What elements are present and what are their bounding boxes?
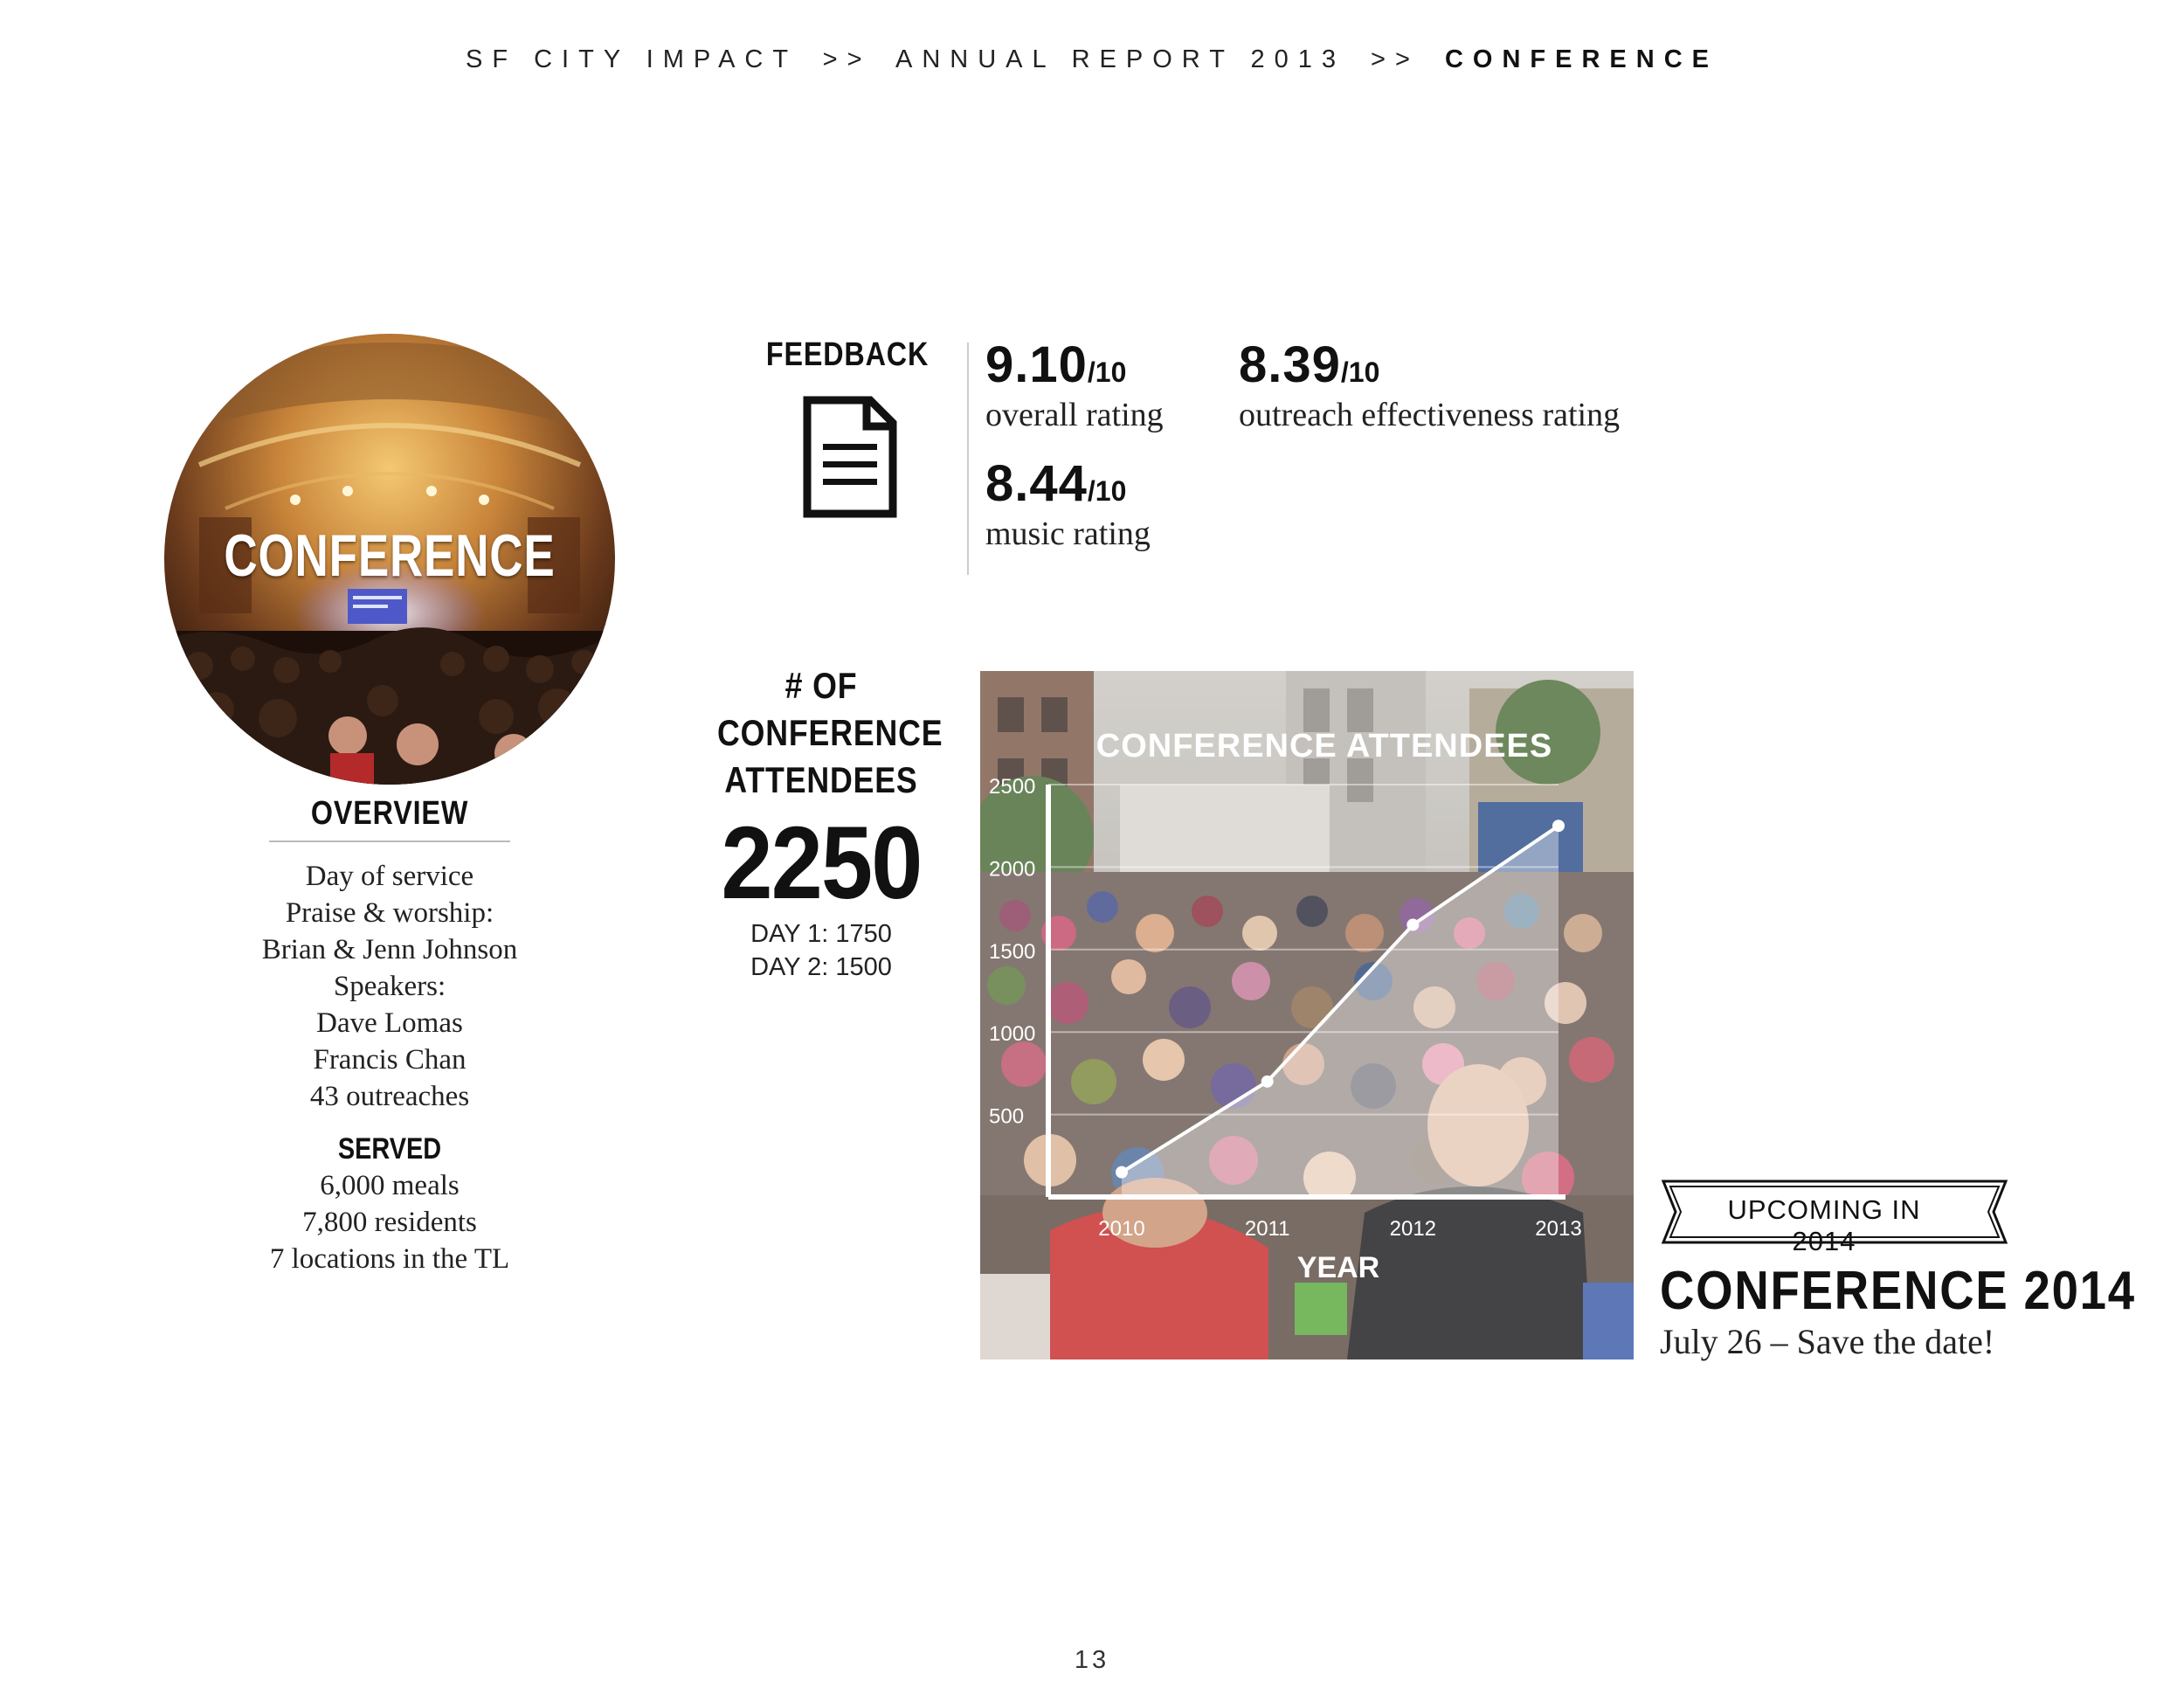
chart-data-point xyxy=(1552,820,1565,832)
chart-x-tick-label: 2013 xyxy=(1535,1217,1582,1241)
hero-title: CONFERENCE xyxy=(224,522,556,589)
chart-y-tick-label: 2500 xyxy=(989,775,1036,799)
attendees-days xyxy=(716,917,926,984)
chart-y-tick-label: 2000 xyxy=(989,857,1036,882)
feedback-heading: FEEDBACK xyxy=(765,336,930,373)
chart-title: CONFERENCE ATTENDEES xyxy=(1095,728,1553,764)
header-report: ANNUAL REPORT 2013 xyxy=(895,45,1345,73)
attendees-heading-line: # OF xyxy=(784,665,858,706)
attendees-day2: DAY 2: 1500 xyxy=(750,953,892,981)
rating-label: music rating xyxy=(985,515,1151,552)
served-list xyxy=(215,1167,564,1277)
music-rating xyxy=(985,454,1151,553)
served-heading: SERVED xyxy=(337,1132,442,1166)
header-separator: >> xyxy=(1371,45,1420,73)
chart-y-tick-label: 1500 xyxy=(989,939,1036,964)
list-item: Francis Chan xyxy=(313,1044,467,1076)
rating-label: outreach effectiveness rating xyxy=(1239,397,1621,433)
list-item: Brian & Jenn Johnson xyxy=(261,934,518,965)
attendees-heading xyxy=(717,662,943,804)
attendees-chart xyxy=(980,671,1634,1359)
rating-value: 8.39 xyxy=(1239,336,1341,393)
upcoming-banner-label: UPCOMING IN 2014 xyxy=(1727,1194,1921,1256)
list-item: Dave Lomas xyxy=(316,1007,463,1039)
conference-hero-image xyxy=(164,334,615,785)
chart-y-tick-label: 1000 xyxy=(989,1022,1036,1047)
page-number: 13 xyxy=(1074,1646,1110,1674)
header-separator: >> xyxy=(822,45,872,73)
list-item: 7 locations in the TL xyxy=(269,1243,510,1275)
rating-value: 8.44 xyxy=(985,455,1088,512)
list-item: Speakers: xyxy=(333,971,446,1002)
outreach-rating xyxy=(1239,336,1620,434)
chart-x-tick-label: 2012 xyxy=(1389,1217,1437,1241)
page-header xyxy=(0,45,2184,74)
attendees-total: 2250 xyxy=(721,806,922,921)
chart-data-point xyxy=(1406,918,1419,930)
attendees-day1: DAY 1: 1750 xyxy=(750,920,892,948)
feedback-divider xyxy=(967,342,969,575)
rating-value: 9.10 xyxy=(985,336,1088,393)
rating-denominator: /10 xyxy=(1340,356,1380,388)
attendees-heading-line: ATTENDEES xyxy=(724,759,918,800)
list-item: 6,000 meals xyxy=(320,1170,460,1201)
document-icon xyxy=(802,395,898,523)
list-item: 7,800 residents xyxy=(302,1207,477,1238)
header-org: SF CITY IMPACT xyxy=(465,45,798,73)
overall-rating xyxy=(985,336,1164,434)
chart-y-tick-label: 500 xyxy=(989,1104,1025,1129)
chart-x-tick-label: 2010 xyxy=(1098,1217,1145,1241)
overview-heading: OVERVIEW xyxy=(310,795,469,832)
rating-denominator: /10 xyxy=(1087,356,1127,388)
chart-x-axis-label: YEAR xyxy=(1296,1251,1380,1284)
overview-list xyxy=(215,858,564,1115)
rating-label: overall rating xyxy=(985,397,1164,433)
chart-x-tick-label: 2011 xyxy=(1244,1217,1290,1241)
upcoming-title: CONFERENCE 2014 xyxy=(1660,1261,2136,1321)
header-section: CONFERENCE xyxy=(1444,45,1718,73)
attendees-heading-line: CONFERENCE xyxy=(717,712,943,753)
overview-divider xyxy=(269,841,510,842)
rating-denominator: /10 xyxy=(1087,475,1127,507)
upcoming-date: July 26 – Save the date! xyxy=(1660,1322,1995,1361)
chart-data-point xyxy=(1116,1166,1128,1179)
list-item: 43 outreaches xyxy=(309,1081,470,1112)
list-item: Praise & worship: xyxy=(285,897,494,929)
chart-data-point xyxy=(1261,1076,1274,1088)
list-item: Day of service xyxy=(305,861,474,892)
attendees-chart-svg xyxy=(980,671,1634,1359)
